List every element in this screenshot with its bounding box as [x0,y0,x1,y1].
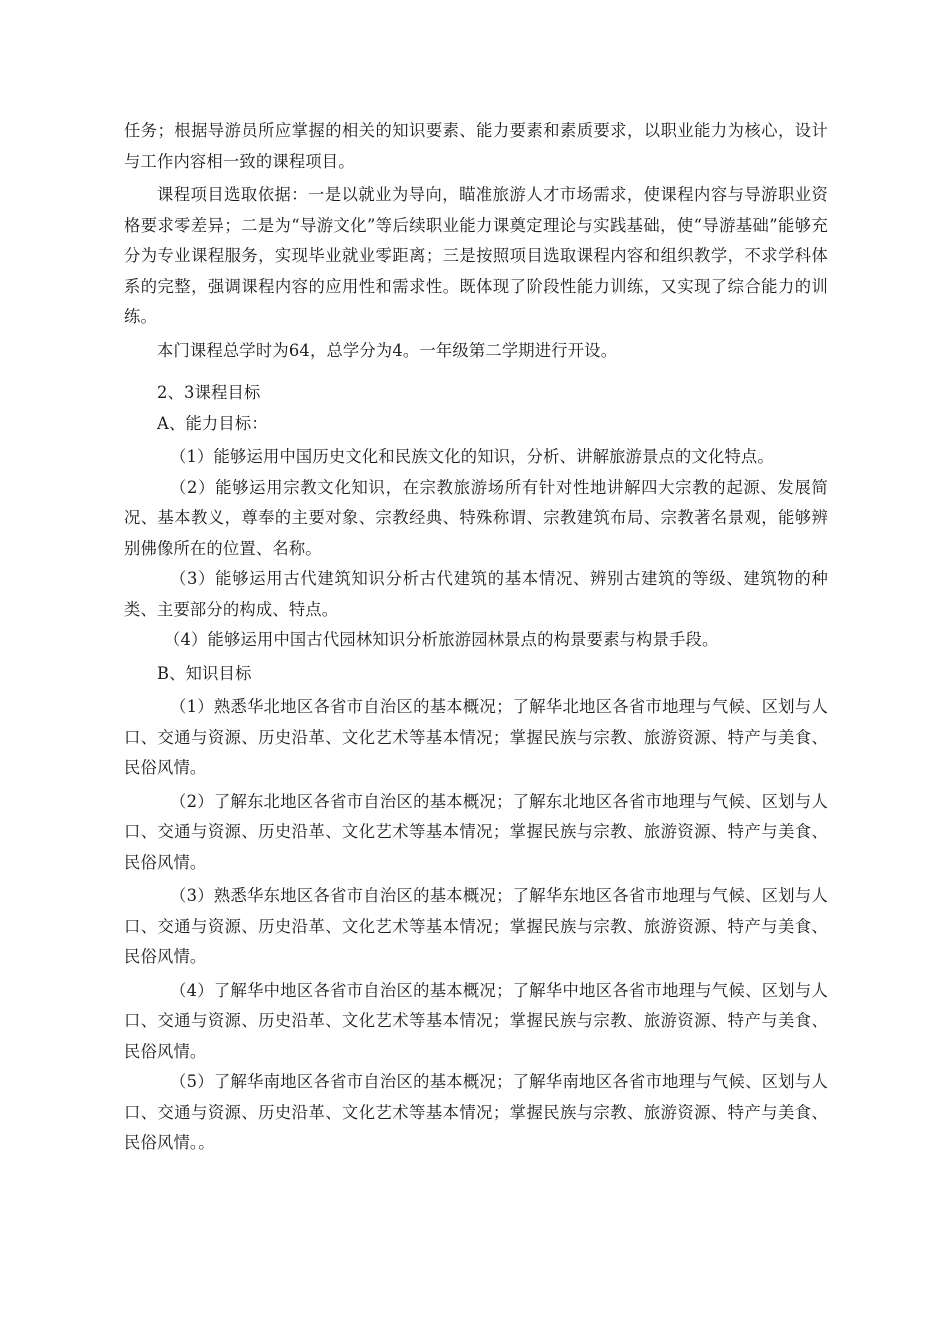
ability-goal-item: （4）能够运用中国古代园林知识分析旅游园林景点的构景要素与构景手段。 [164,630,719,649]
ability-goal-item: （1）能够运用中国历史文化和民族文化的知识，分析、讲解旅游景点的文化特点。 [170,447,774,466]
paragraph-task: 任务；根据导游员所应掌握的相关的知识要素、能力要素和素质要求，以职业能力为核心，设计与工作内容相一致的课程项目。 [124,121,828,171]
knowledge-goal-item: （5）了解华南地区各省市自治区的基本概况；了解华南地区各省市地理与气候、区划与人口、交通与资源、历史沿革、文化艺术等基本情况；掌握民族与宗教、旅游资源、特产与美食、民俗风情。。 [124,1072,828,1152]
paragraph-selection-basis: 课程项目选取依据：一是以就业为导向，瞄准旅游人才市场需求，使课程内容与导游职业资格要求零差异；二是为“导游文化”等后续职业能力课奠定理论与实践基础，使“导游基础”能够充分为专业课程服务，实现毕业就业零距离；三是按照项目选取课程内容和组织教学，不求学科体系的完整，强调课程内容的应用性和需求性。既体现了阶段性能力训练，又实现了综合能力的训练。 [124,185,828,326]
document-body [124,116,828,1159]
knowledge-goal-item: （2）了解东北地区各省市自治区的基本概况；了解东北地区各省市地理与气候、区划与人口、交通与资源、历史沿革、文化艺术等基本情况；掌握民族与宗教、旅游资源、特产与美食、民俗风情。 [124,791,828,872]
knowledge-goal-item: （4）了解华中地区各省市自治区的基本概况；了解华中地区各省市地理与气候、区划与人口、交通与资源、历史沿革、文化艺术等基本情况；掌握民族与宗教、旅游资源、特产与美食、民俗风情。 [124,980,828,1061]
knowledge-goal-item: （1）熟悉华北地区各省市自治区的基本概况；了解华北地区各省市地理与气候、区划与人口、交通与资源、历史沿革、文化艺术等基本情况；掌握民族与宗教、旅游资源、特产与美食、民俗风情。 [124,697,828,777]
paragraph-credit-hours: 本门课程总学时为64，总学分为4。一年级第二学期进行开设。 [157,340,618,360]
ability-goals-heading: A、能力目标： [157,413,268,433]
ability-goal-item: （2）能够运用宗教文化知识，在宗教旅游场所有针对性地讲解四大宗教的起源、发展简况、基本教义，尊奉的主要对象、宗教经典、特殊称谓、宗教建筑布局、宗教著名景观，能够辨别佛像所在的位置、名称。 [124,477,828,558]
ability-goal-item: （3）能够运用古代建筑知识分析古代建筑的基本情况、辨别古建筑的等级、建筑物的种类、主要部分的构成、特点。 [124,569,828,619]
section-heading-course-goals: 2、3课程目标 [157,383,261,402]
knowledge-goals-heading: B、知识目标 [157,663,252,683]
knowledge-goal-item: （3）熟悉华东地区各省市自治区的基本概况；了解华东地区各省市地理与气候、区划与人口、交通与资源、历史沿革、文化艺术等基本情况；掌握民族与宗教、旅游资源、特产与美食、民俗风情。 [124,886,828,966]
